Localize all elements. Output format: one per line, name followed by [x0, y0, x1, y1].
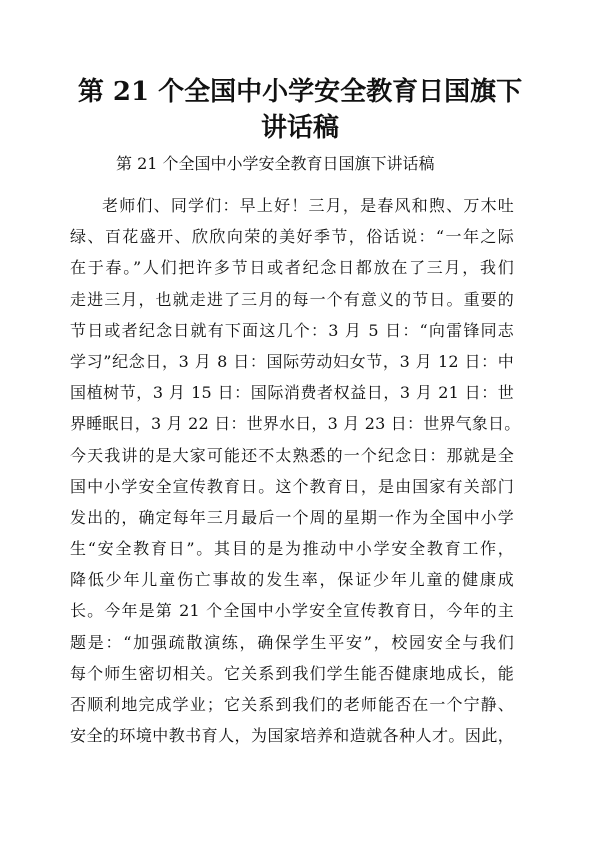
- title-line-2: 讲话稿: [260, 113, 339, 143]
- body-line: 否顺利地完成学业；它关系到我们的老师能否在一个宁静、: [70, 695, 514, 714]
- title-line-1: 第 21 个全国中小学安全教育日国旗下: [77, 77, 523, 107]
- body-line: 国中小学安全宣传教育日。这个教育日，是由国家有关部门: [70, 476, 514, 496]
- body-line: 学习”纪念日，3 月 8 日：国际劳动妇女节，3 月 12 日：中: [70, 351, 514, 371]
- document-subtitle: 第 21 个全国中小学安全教育日国旗下讲话稿: [116, 154, 435, 173]
- body-line: 每个师生密切相关。它关系到我们学生能否健康地成长，能: [70, 663, 514, 683]
- body-line: 生“安全教育日”。其目的是为推动中小学安全教育工作，: [70, 539, 514, 559]
- body-line: 节日或者纪念日就有下面这几个：3 月 5 日：“向雷锋同志: [70, 320, 514, 340]
- document-title: [60, 74, 540, 146]
- body-line: 界睡眠日，3 月 22 日：世界水日，3 月 23 日：世界气象日。: [70, 414, 521, 434]
- body-line: 走进三月，也就走进了三月的每一个有意义的节日。重要的: [70, 289, 514, 309]
- body-line: 在于春。”人们把许多节日或者纪念日都放在了三月，我们: [70, 258, 514, 278]
- body-line: 今天我讲的是大家可能还不太熟悉的一个纪念日：那就是全: [70, 445, 514, 465]
- body-line: 发出的，确定每年三月最后一个周的星期一作为全国中小学: [70, 507, 514, 527]
- document-body: [70, 190, 521, 751]
- body-line: 老师们、同学们：早上好！三月，是春风和煦、万木吐: [102, 196, 514, 215]
- body-line: 题是：“加强疏散演练，确保学生平安”，校园安全与我们: [70, 632, 514, 652]
- body-line: 降低少年儿童伤亡事故的发生率，保证少年儿童的健康成: [70, 570, 514, 590]
- body-line: 安全的环境中教书育人，为国家培养和造就各种人才。因此，: [70, 726, 514, 746]
- body-line: 绿、百花盛开、欣欣向荣的美好季节，俗话说：“一年之际: [70, 227, 514, 247]
- body-line: 长。今年是第 21 个全国中小学安全宣传教育日，今年的主: [70, 601, 514, 621]
- body-line: 国植树节，3 月 15 日：国际消费者权益日，3 月 21 日：世: [70, 383, 514, 403]
